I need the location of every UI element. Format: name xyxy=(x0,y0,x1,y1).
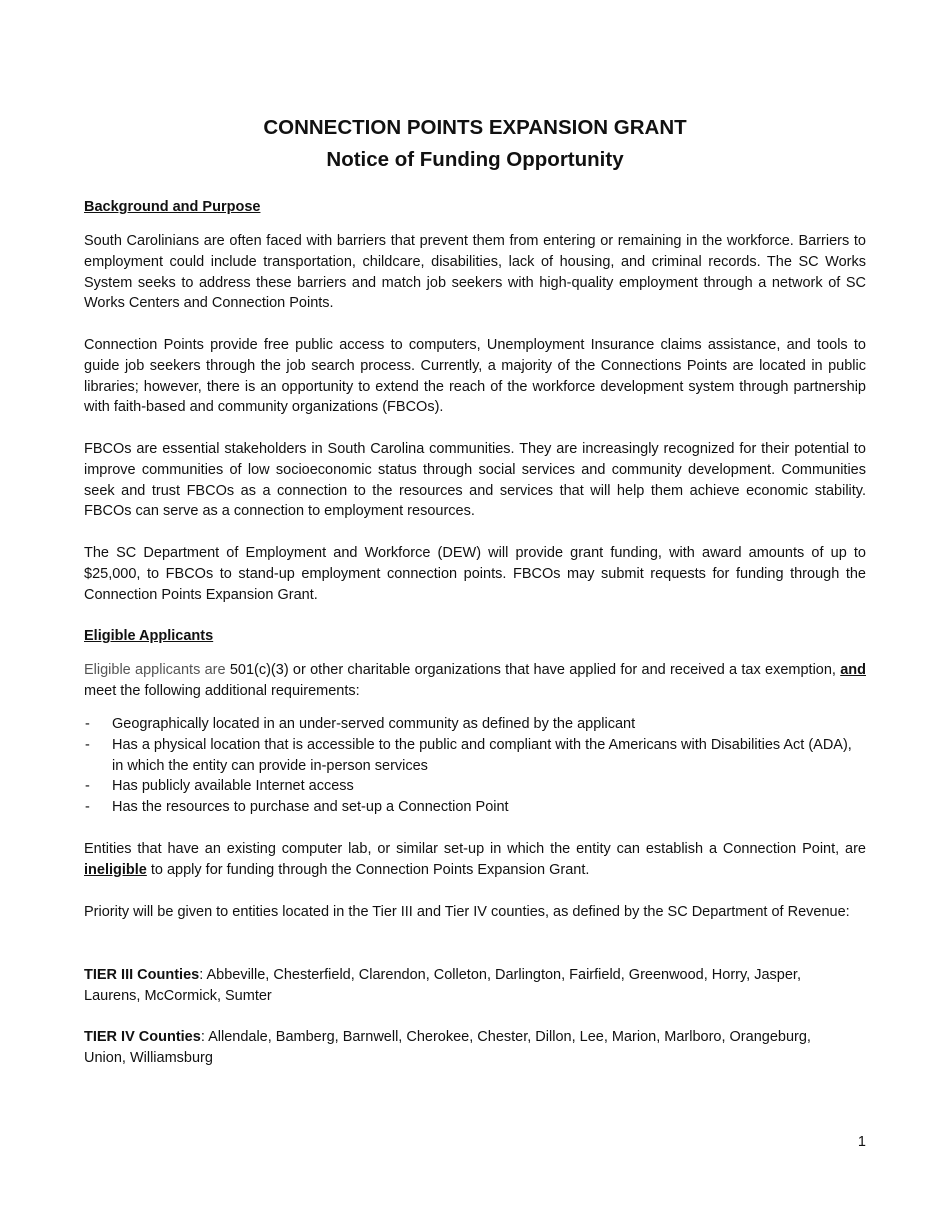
list-item-text: Has the resources to purchase and set-up a Connection Point xyxy=(112,799,509,816)
tier3-paragraph xyxy=(84,965,824,1007)
tier4-paragraph xyxy=(84,1027,824,1069)
list-item xyxy=(84,714,866,735)
tier3-counties: : Abbeville, Chesterfield, Clarendon, Colleton, Darlington, Fairfield, Greenwood, Horry, Jasper, Laurens, McCormick, Sumter xyxy=(84,967,801,1004)
background-paragraph-3: FBCOs are essential stakeholders in South Carolina communities. They are increasingly recognized for their potential to improve communities of low socioeconomic status through social services and community development. Communities seek and trust FBCOs as a connection to the resources and services that will help them achieve economic stability. FBCOs can serve as a connection to employment resources. xyxy=(84,441,866,520)
list-item xyxy=(84,797,866,818)
background-paragraph-4: The SC Department of Employment and Workforce (DEW) will provide grant funding, with award amounts of up to $25,000, to FBCOs to stand-up employment connection points. FBCOs may submit requests for funding through the Connection Points Expansion Grant. xyxy=(84,545,866,603)
requirements-list xyxy=(84,714,866,818)
bullet-marker: - xyxy=(85,799,90,816)
bullet-marker: - xyxy=(85,736,90,753)
background-heading: Background and Purpose xyxy=(84,199,261,215)
list-item-text: Geographically located in an under-served community as defined by the applicant xyxy=(112,716,636,732)
eligible-intro-text-a: 501(c)(3) or other charitable organizations that have applied for and received a tax exemption, xyxy=(225,662,841,678)
document-title: CONNECTION POINTS EXPANSION GRANT xyxy=(263,116,687,139)
eligible-intro-and: and xyxy=(840,662,866,678)
priority-paragraph: Priority will be given to entities located in the Tier III and Tier IV counties, as defined by the SC Department of Revenue: xyxy=(84,904,850,920)
eligible-intro-lead: Eligible applicants are xyxy=(84,662,226,678)
list-item xyxy=(84,735,866,777)
list-item xyxy=(84,776,866,797)
tier4-counties: : Allendale, Bamberg, Barnwell, Cherokee, Chester, Dillon, Lee, Marion, Marlboro, Orangeburg, Union, Williamsburg xyxy=(84,1029,811,1066)
background-paragraph-1: South Carolinians are often faced with barriers that prevent them from entering or remaining in the workforce. Barriers to employment could include transportation, childcare, disabilities, lack of housing, and criminal records. The SC Works System seeks to address these barriers and match job seekers with high-quality employment through a network of SC Works Centers and Connection Points. xyxy=(84,233,866,312)
list-item-text: Has publicly available Internet access xyxy=(112,778,354,795)
ineligible-text-b: to apply for funding through the Connection Points Expansion Grant. xyxy=(146,861,590,878)
list-item-text: Has a physical location that is accessible to the public and compliant with the Americans with Disabilities Act (ADA), in which the entity can provide in-person services xyxy=(112,736,852,774)
document-subtitle: Notice of Funding Opportunity xyxy=(326,148,624,171)
page-number: 1 xyxy=(857,1134,866,1150)
bullet-marker: - xyxy=(85,716,90,732)
ineligible-text-a: Entities that have an existing computer lab, or similar set-up in which the entity can establish a Connection Point, are xyxy=(84,841,866,857)
eligible-intro-text-b: meet the following additional requirements: xyxy=(84,682,360,699)
tier3-label: TIER III Counties xyxy=(84,967,200,983)
background-paragraph-2: Connection Points provide free public access to computers, Unemployment Insurance claims assistance, and tools to guide job seekers through the job search process. Currently, a majority of the Connections Points are located in public libraries; however, there is an opportunity to extend the reach of the workforce development system through partnership with faith-based and community organizations (FBCOs). xyxy=(84,337,866,416)
ineligible-word: ineligible xyxy=(84,861,147,878)
tier4-label: TIER IV Counties xyxy=(84,1029,201,1045)
ineligible-paragraph xyxy=(84,839,866,881)
bullet-marker: - xyxy=(85,778,90,795)
eligible-intro xyxy=(84,660,866,702)
eligible-heading: Eligible Applicants xyxy=(84,628,214,644)
